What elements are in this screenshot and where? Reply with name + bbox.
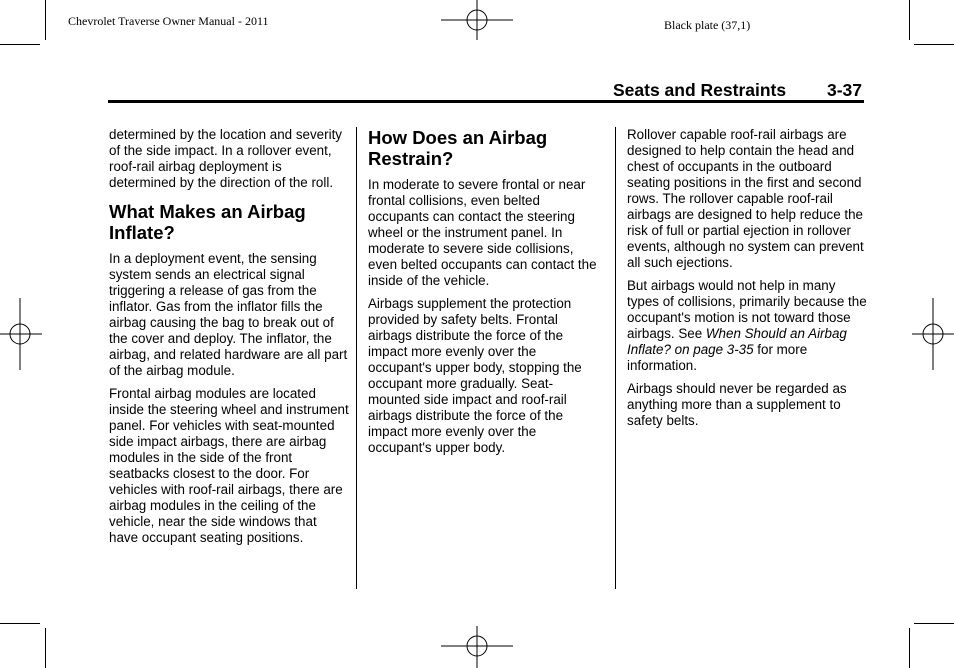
page-number: 3-37 (827, 80, 863, 100)
column-divider (615, 127, 616, 589)
paragraph: In a deployment event, the sensing system sends an electrical signal triggering a release of gas from the inflator. Gas from the inflator fills the airbag causing the bag to break out of the cover and deploy. The inflator, the airbag, and related hardware are all part of the airbag module. (109, 251, 348, 378)
paragraph: Airbags supplement the protection provided by safety belts. Frontal airbags distribute the force of the impact more evenly over the occupant's upper body, stopping the occupant more gradually. Seat-mounted side impact and roof-rail airbags distribute the force of the impact more evenly over the occupant's upper body. (368, 296, 582, 455)
crop-mark-top-left-vertical (45, 0, 46, 40)
column-1 (109, 127, 349, 553)
heading-how-does-airbag-restrain: How Does an Airbag Restrain? (368, 127, 548, 169)
paragraph: Rollover capable roof-rail airbags are designed to help contain the head and chest of occupants in the outboard seating positions in the first and second rows. The rollover capable roof-rail airbags are designed to help reduce the risk of full or partial ejection in rollover events, although no system can prevent all such ejections. (627, 127, 864, 270)
paragraph-intro: determined by the location and severity of the side impact. In a rollover event, roof-rail airbag deployment is determined by the direction of the roll. (109, 127, 342, 190)
registration-mark-left (0, 298, 42, 370)
slug-right: Black plate (37,1) (664, 18, 751, 32)
paragraph-text: for more information. (627, 342, 808, 373)
heading-what-makes-airbag-inflate: What Makes an Airbag Inflate? (109, 201, 306, 243)
registration-mark-bottom (441, 626, 513, 668)
paragraph: Frontal airbag modules are located inside the steering wheel and instrument panel. For vehicles with seat-mounted side impact airbags, there are airbag modules in the side of the front seatbacks closest to the door. For vehicles with roof-rail airbags, there are airbag modules in the ceiling of the vehicle, near the side windows that have occupant seating positions. (109, 386, 349, 545)
column-2 (368, 127, 602, 463)
crop-mark-bottom-right-horizontal (914, 623, 954, 624)
crop-mark-bottom-right-vertical (909, 628, 910, 668)
header-rule (108, 100, 864, 103)
paragraph: In moderate to severe frontal or near frontal collisions, even belted occupants can contact the steering wheel or the instrument panel. In moderate to severe side collisions, even belted occupants can contact the inside of the vehicle. (368, 177, 597, 288)
crop-mark-top-left-horizontal (0, 44, 40, 45)
paragraph: Airbags should never be regarded as anything more than a supplement to safety belts. (627, 381, 847, 428)
crop-mark-top-right-horizontal (914, 44, 954, 45)
registration-mark-top (441, 0, 513, 40)
crop-mark-top-right-vertical (909, 0, 910, 40)
column-3 (627, 127, 867, 436)
slug-left: Chevrolet Traverse Owner Manual - 2011 (68, 14, 269, 28)
registration-mark-right (912, 298, 954, 370)
crop-mark-bottom-left-horizontal (0, 623, 40, 624)
cross-reference-link[interactable]: When Should an Airbag Inflate? on page 3-35 (627, 326, 847, 357)
paragraph (627, 278, 867, 374)
section-title: Seats and Restraints (613, 80, 787, 100)
column-divider (356, 127, 357, 589)
crop-mark-bottom-left-vertical (45, 628, 46, 668)
paragraph-text: But airbags would not help in many types of collisions, primarily because the occupant's motion is not toward those airbags. See (627, 278, 867, 341)
